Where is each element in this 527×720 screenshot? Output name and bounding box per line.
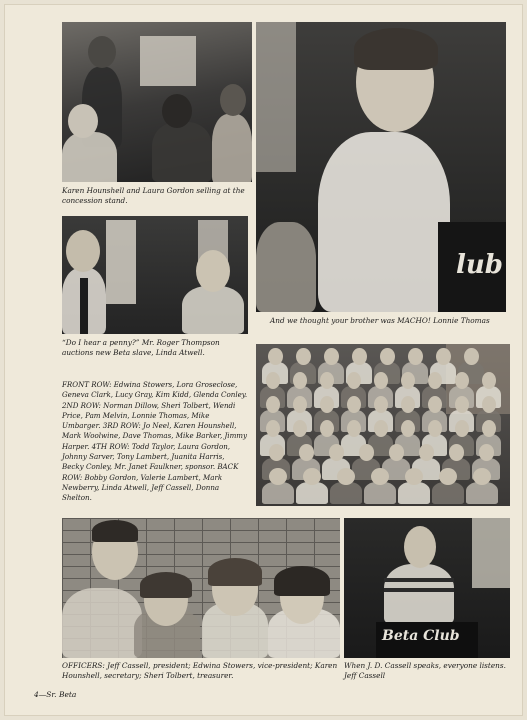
group-roster-caption: FRONT ROW: Edwina Stowers, Lora Groseclose, Geneva Clark, Lucy Gray, Kim Kidd, Glenda Conley. 2ND ROW: Norman Dillow, Sheri Tolbert, Wendi Price, Pam Melvin, Lonnie Thomas, Mike Umbarger. 3RD ROW: Jo Neel, Karen Hounshell, Mark Woolwine, Dave Thomas, Mike Barker, Jimmy Harper. 4TH ROW: Todd Taylor, Laura Gordon, Johnny Sarver, Tony Lambert, Juanita Harris, Becky Conley, Mr. Janet Faulkner, sponsor. BACK ROW: Bobby Gordon, Valerie Lambert, Mark Newberry, Linda Atwell, Jeff Cassell, Donna Shelton. (62, 380, 248, 503)
concession-photo (62, 22, 252, 182)
group-member-head (371, 468, 389, 485)
group-member-head (266, 396, 280, 413)
group-member-head (374, 372, 388, 389)
officers-caption: OFFICERS: Jeff Cassell, president; Edwina Stowers, vice-president; Karen Hounshell, secretary; Sheri Tolbert, treasurer. (62, 661, 338, 681)
group-member-head (266, 420, 280, 437)
group-member-head (428, 372, 442, 389)
group-member-head (473, 468, 491, 485)
group-member-head (482, 372, 496, 389)
group-member-head (408, 348, 423, 365)
group-member-head (374, 420, 388, 437)
group-member-head (359, 444, 375, 461)
concession-caption: Karen Hounshell and Laura Gordon selling at the concession stand. (62, 186, 245, 206)
group-member-head (320, 372, 334, 389)
officers-photo (62, 518, 340, 658)
group-member-head (455, 372, 469, 389)
group-member-head (329, 444, 345, 461)
group-member-head (455, 396, 469, 413)
group-photo (256, 344, 510, 506)
group-member-head (380, 348, 395, 365)
group-member-head (293, 420, 307, 437)
speaker-caption: When J. D. Cassell speaks, everyone listens. Jeff Cassell (344, 661, 506, 681)
group-member-head (320, 420, 334, 437)
group-member-head (482, 396, 496, 413)
group-member-head (266, 372, 280, 389)
group-member-head (268, 348, 283, 365)
group-member-head (347, 396, 361, 413)
group-member-head (303, 468, 321, 485)
group-member-head (389, 444, 405, 461)
auction-caption: “Do I hear a penny?” Mr. Roger Thompson auctions new Beta slave, Linda Atwell. (62, 338, 220, 358)
group-member-head (401, 420, 415, 437)
group-member-head (352, 348, 367, 365)
group-member-figure (262, 482, 294, 504)
yearbook-page (4, 4, 523, 716)
group-member-head (464, 348, 479, 365)
speaker-photo (344, 518, 510, 658)
group-member-head (428, 420, 442, 437)
group-member-figure (330, 482, 362, 504)
auction-photo (62, 216, 248, 334)
group-member-head (374, 396, 388, 413)
podium-sign-text: Beta Club (382, 628, 460, 644)
group-member-head (479, 444, 495, 461)
group-member-head (428, 396, 442, 413)
macho-caption: And we thought your brother was MACHO! Lonnie Thomas (270, 316, 490, 325)
group-member-head (324, 348, 339, 365)
page-footer: 4—Sr. Beta (34, 690, 77, 699)
group-member-head (439, 468, 457, 485)
group-member-figure (398, 482, 430, 504)
group-member-head (296, 348, 311, 365)
group-member-head (401, 372, 415, 389)
group-member-head (347, 372, 361, 389)
group-member-figure (432, 482, 464, 504)
group-member-head (269, 468, 287, 485)
group-member-head (347, 420, 361, 437)
group-member-figure (296, 482, 328, 504)
group-member-head (401, 396, 415, 413)
group-member-figure (466, 482, 498, 504)
group-member-head (293, 372, 307, 389)
group-member-head (455, 420, 469, 437)
group-member-head (449, 444, 465, 461)
macho-photo (256, 22, 506, 312)
group-member-head (293, 396, 307, 413)
group-member-head (405, 468, 423, 485)
group-member-head (419, 444, 435, 461)
group-member-head (269, 444, 285, 461)
group-member-head (320, 396, 334, 413)
group-member-head (482, 420, 496, 437)
group-member-head (436, 348, 451, 365)
macho-sign-text: lub (456, 250, 503, 280)
group-member-head (299, 444, 315, 461)
group-member-figure (364, 482, 396, 504)
group-member-head (337, 468, 355, 485)
